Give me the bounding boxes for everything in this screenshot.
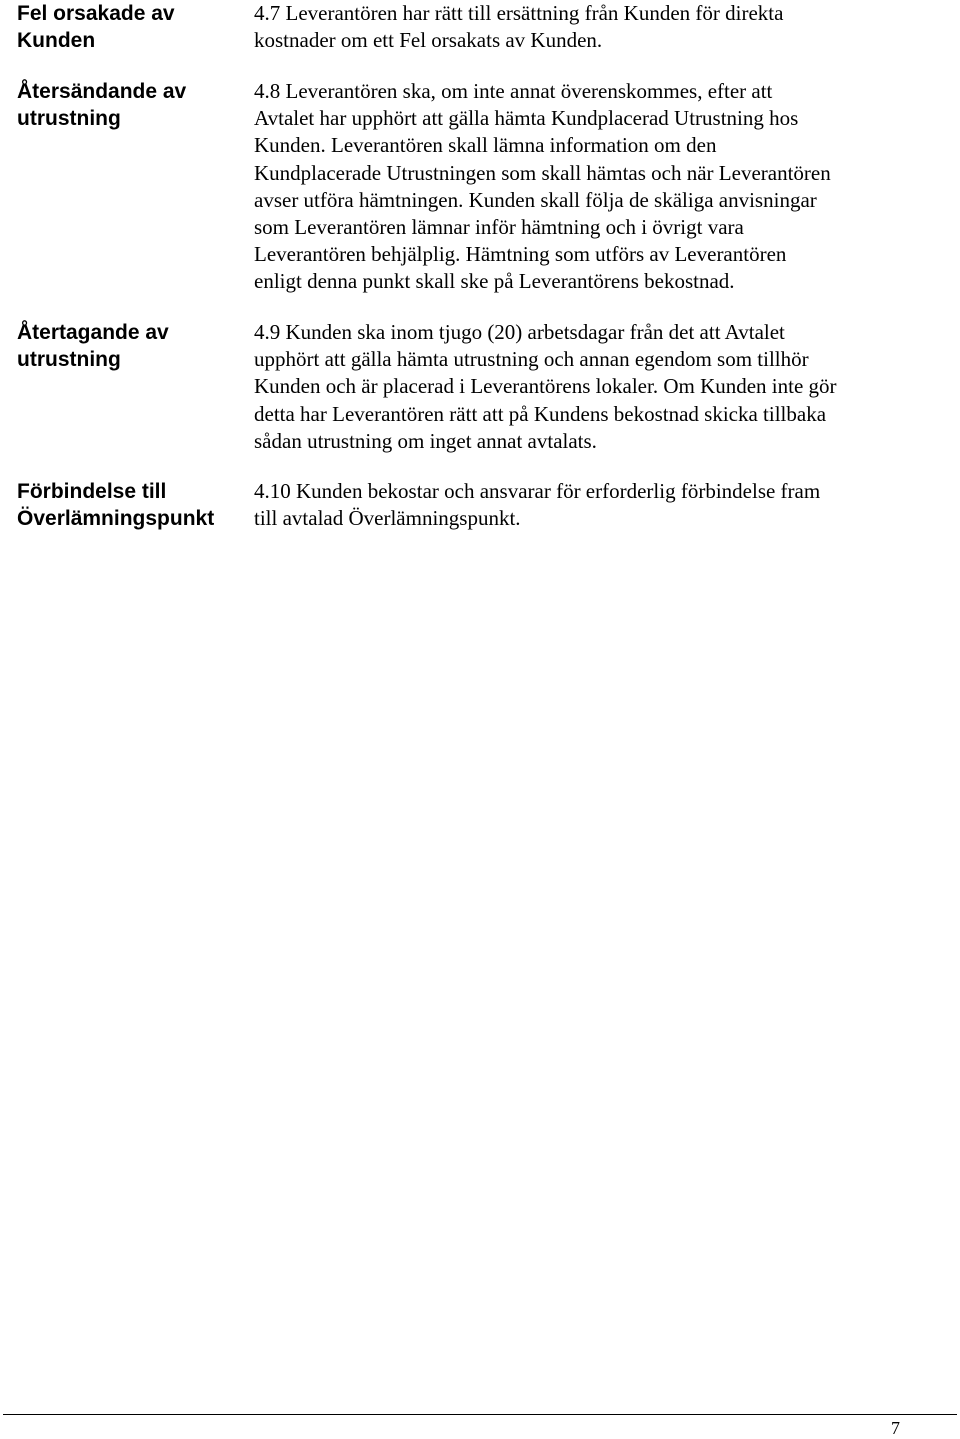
text-line: Kunden och är placerad i Leverantörens lokaler. Om Kunden inte gör <box>254 374 837 399</box>
heading-line: Överlämningspunkt <box>17 507 215 530</box>
text-line: 4.9 Kunden ska inom tjugo (20) arbetsdagar från det att Avtalet <box>254 320 785 344</box>
text-line: 4.7 Leverantören har rätt till ersättning från Kunden för direkta <box>254 1 784 25</box>
section-heading <box>17 478 242 532</box>
text-line: detta har Leverantören rätt att på Kundens bekostnad skicka tillbaka <box>254 401 827 426</box>
text-line: sådan utrustning om inget annat avtalats. <box>254 428 597 453</box>
paragraph-4-8 <box>254 78 944 296</box>
paragraph-4-7 <box>254 0 944 54</box>
page-number: 7 <box>891 1418 900 1438</box>
text-line: som Leverantören lämnar inför hämtning och i övrigt vara <box>254 215 744 240</box>
heading-line: Kunden <box>17 29 96 52</box>
heading-line: Återsändande av <box>17 80 187 103</box>
text-line: kostnader om ett Fel orsakats av Kunden. <box>254 28 603 53</box>
text-line: Kundplacerade Utrustningen som skall hämtas och när Leverantören <box>254 160 831 185</box>
text-line: Avtalet har upphört att gälla hämta Kundplacerad Utrustning hos <box>254 106 799 131</box>
paragraph-4-9 <box>254 319 944 455</box>
text-line: 4.10 Kunden bekostar och ansvarar för erforderlig förbindelse fram <box>254 479 821 503</box>
section-heading <box>17 0 242 54</box>
heading-line: Förbindelse till <box>17 480 167 503</box>
text-line: till avtalad Överlämningspunkt. <box>254 506 521 531</box>
footer-divider <box>3 1414 957 1415</box>
text-line: upphört att gälla hämta utrustning och annan egendom som tillhör <box>254 347 809 372</box>
section-heading <box>17 78 242 132</box>
text-line: 4.8 Leverantören ska, om inte annat överenskommes, efter att <box>254 79 773 103</box>
heading-line: utrustning <box>17 348 121 371</box>
heading-line: utrustning <box>17 107 121 130</box>
text-line: Leverantören behjälplig. Hämtning som utförs av Leverantören <box>254 242 787 267</box>
text-line: avser utföra hämtningen. Kunden skall följa de skäliga anvisningar <box>254 187 817 212</box>
heading-line: Fel orsakade av <box>17 2 175 25</box>
text-line: enligt denna punkt skall ske på Leverantörens bekostnad. <box>254 269 735 294</box>
text-line: Kunden. Leverantören skall lämna information om den <box>254 133 717 158</box>
heading-line: Återtagande av <box>17 321 169 344</box>
section-heading <box>17 319 242 373</box>
paragraph-4-10 <box>254 478 944 532</box>
